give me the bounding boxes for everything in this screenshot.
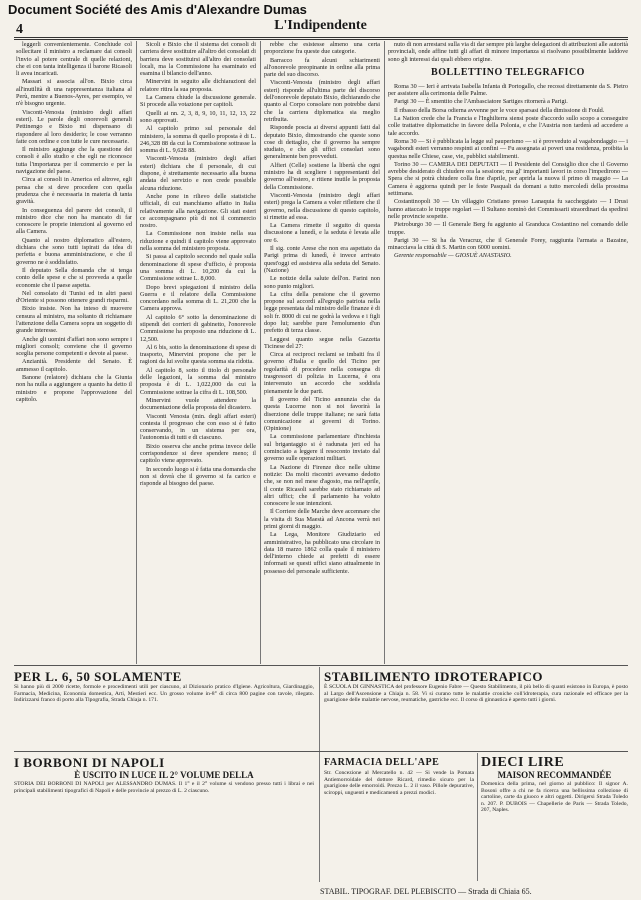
ad-headline: STABILIMENTO IDROTERAPICO <box>324 669 543 684</box>
paragraph: Bixio osserva che anche prima invece delle corrispondenze si deve spendere meno; il capitolo viene approvato. <box>140 442 256 465</box>
ads-mid-rule <box>14 751 628 752</box>
paragraph: Bixio insiste. Non ha inteso di muovere censura al ministro, ma soltanto di richiamare l'attenzione della Camera sopra un soggetto di grande interesse. <box>16 305 132 335</box>
paragraph: Banone (relatore) dichiara che la Giunta non ha nulla a aggiungere a quanto ha detto il ministro e propone l'approvazione del capitolo. <box>16 374 132 403</box>
paragraph: La Nazione di Firenze dice nelle ultime notizie: Da molti riscontri avevamo dedotto che, se non nel mese d'agosto, ma nell'aprile, il conte Ricasoli sarebbe stato richiamato ad altri uffici; che il parlamento ha voluto conoscere le sue intenzioni. <box>264 463 380 508</box>
ad-body: Si hanno più di 2000 ricette, formole e procedimenti utili per ciascuno, al Dizionario pratico d'Igiene. Agricoltura, Giardinaggio, Farmacia, Medicina, Economia domestica, Arti, Mestieri ecc. Un grosso volume in-8° di circa 800 pagine con tavole, rilegato. Indirizzarsi franco di porto alla Tipografia, Strada Chiaja n. 171. <box>14 684 314 704</box>
paragraph: Il ministro aggiunge che la questione dei consoli è allo studio e che egli ne riconosce tutta l'importanza per il commercio e per la navigazione del paese. <box>16 146 132 176</box>
column-divider <box>384 41 385 664</box>
paragraph: Il deputato Sella domanda che si tenga conto delle spese e che si provveda a quelle economie che il paese aspetta. <box>16 266 132 289</box>
paragraph: Al capitolo 8, sotto il titolo di personale delle legazioni, la somma dal ministro proposta è di L. 1,022,000 da cui la Commissione sottrae la cifra di L. 108,500. <box>140 366 256 396</box>
page-number: 4 <box>16 22 23 37</box>
ad-farmacia <box>324 755 474 880</box>
paragraph: Sicoli e Bixio che il sistema dei consoli di carriera deve sostituire all'altro dei consolati di barriera deve sostituirsi all'altro dei consolati locali, ma la Commissione ha esaminato ed esamina il bilancio dell'anno. <box>140 41 256 78</box>
gerente-line: Gerente responsabile — GIOSUÈ ANASTASIO. <box>394 252 512 260</box>
dispatch: Pietroburgo 30 — Il Generale Berg fu aggiunto al Granduca Costantino nel comando delle truppe. <box>388 221 628 236</box>
paragraph: Risponde poscia ai diversi appunti fatti dal deputato Bixio, dimostrando che queste sono cose di dettaglio, che il governo ha sempre studiato, e che gli uffici consolari sono generalmente ben provveduti. <box>264 124 380 161</box>
column-3 <box>264 41 380 664</box>
dispatch: Torino 30 — CAMERA DEI DEPUTATI — Il Presidente del Consiglio dice che il Governo avrebbe desiderato di chiudere ora la sessione; ma gl' importanti lavori in corso l'impedirono — Spera che si potrà chiudere colla fine d'aprile, per aprirla la nuova il primo di maggio — La Camera è aggiorna quindi per le feste Pasquali da domani a tutto mercoledì della prossima settimana. <box>388 160 628 198</box>
column-divider <box>260 41 261 664</box>
ad-idroterapico <box>324 669 628 747</box>
dispatch: Il ribasso della Borsa odierna avvenne per le voce sparsasi della dimissione di Fould. <box>394 106 605 114</box>
paragraph: Al capitolo 6° sotto la denominazione di stipendi dei corrieri di gabinetto, l'onorevole Commissione ha proposto una riduzione di L. 12,500. <box>140 313 256 343</box>
paragraph: Circa ai consoli in America ed altrove, egli pensa che si deve procedere con quella prudenza che è necessaria in materia di tanta gravità. <box>16 176 132 206</box>
paragraph: Visconti-Venosta (ministro degli affari esteri). Le parole degli onorevoli generali Pettinengo e Bixio mi dispensano di rispondere al loro desiderio; le cose verranno fatte con ordine e con tutte le cure necessarie. <box>16 108 132 145</box>
paragraph: leggerli convenientemente. Conchiude col sollecitare il ministro a reclamare dai consoli l'invio al potere centrale di quelle relazioni, che ei con tanta intelligenza il barone Ricasoli li avea incaricati. <box>16 41 132 78</box>
paragraph: Anche pone in rilievo delle statistiche ufficiali, di cui manchiamo affatto in Italia relativamente alla navigazione. Gli stati esteri ce accompagnano più di noi il commercio nostro. <box>140 192 256 230</box>
dispatch: Roma 30 — Si è pubblicata la legge sul pauperismo — si è provveduto al vagabondaggio — i vagabondi esteri verranno respinti ai confini — Fu assegnata ai poveri una residenza, proibita la questua nelle Chiese, case, vie, pubblici stabilimenti. <box>388 137 628 160</box>
paragraph: Il sig. conte Arese che non era aspettato da Parigi prima di lunedì, è invece arrivato quest'oggi ed assisteva alla seduta del Senato. (Nazione) <box>264 245 380 274</box>
ad-subheadline: MAISON RECOMMANDÉE <box>497 770 612 780</box>
paragraph: Visconti-Venosta (ministro degli affari esteri) dichiara che il personale, di cui dispone, è strettamente necessario alla buona andata del servizio e non crede possibile alcuna riduzione. <box>140 155 256 192</box>
paragraph: La Commissione non insiste nella sua riduzione e quindi il capitolo viene approvato nella somma del ministero proposta. <box>140 230 256 253</box>
dispatch: Roma 30 — Ieri è arrivata Isabella Infanta di Portogallo, che recossi direttamente da S. Pietro per assistere alla cerimonia delle Palme. <box>388 82 628 98</box>
paragraph: La Lega, Monitore Giudiziario ed amministrativo, ha pubblicato una circolare in data 18 marzo 1862 colla quale il ministero dell'interno chiede ai prefetti di essere informati se questi uffici siano attualmente in possesso del personale sufficiente. <box>264 531 380 575</box>
paragraph: Visconti-Venosta (ministro degli affari esteri) prega la Camera a voler riflettere che il governo, nella discussione di questo capitolo, si rimette ad essa. <box>264 191 380 221</box>
paragraph: Circa ai reciproci reclami se imbaiti fra il governo d'Italia e quello del Ticino per regolarità di procedere nella consegna di trasgressori di polizia in Lucerna, è ora intervenuto un accordo che soddisfa pienamente le due parti. <box>264 351 380 395</box>
dispatch: Parigi 30 — È smentito che l'Ambasciatore Sartiges ritornerà a Parigi. <box>394 98 568 106</box>
paragraph: rebbe che esistesse almeno una certa proporzione fra queste due categorie. <box>264 41 380 56</box>
paragraph: Barracco fa alcuni schiarimenti all'onorevole preopinante in ordine alla prima parte del suo discorso. <box>264 56 380 79</box>
column-2 <box>140 41 256 664</box>
paragraph: Quanto al nostro diplomatico all'estero, dichiara che sono tutti ispirati da idea di perfetta e buona amministrazione, e che il governo ne è soddisfatto. <box>16 236 132 266</box>
column-1 <box>16 41 132 664</box>
paragraph: Visconti-Venosta (ministro degli affari esteri) risponde all'ultima parte del discorso dell'onorevole deputato Bixio, dichiarando che quanto al Corpo consolare non potrebbe darsi che la carriera diplomatica sia meglio retribuita. <box>264 79 380 123</box>
ad-subheadline: È USCITO IN LUCE IL 2° VOLUME DELLA <box>74 770 254 780</box>
paragraph: Al 6 bis, sotto la denominazione di spese di trasporto, Minervini propone che per le ragioni da lui svolte questa somma sia ridotta. <box>140 343 256 366</box>
column-4 <box>388 41 628 664</box>
paragraph: Minervini vuole attendere la documentazione della proposta del dicastero. <box>140 396 256 412</box>
paragraph: Visconti Venosta (min. degli affari esteri) contesta il progresso che con esso si è fatto conservando, in un sistema per ora, l'autonomia di tutti e di ciascuno. <box>140 412 256 442</box>
ads-divider <box>477 753 478 881</box>
ad-body: STORIA DEI BORBONI DI NAPOLI per ALESSANDRO DUMAS. Il 1° e il 2° volume si vendono presso tutti i librai e nei principali stabilimenti tipografici di Napoli e delle provincie al prezzo di L. 2 ciascuno. <box>14 781 314 794</box>
paragraph: La Camera chiude la discussione generale. Si procede alla votazione per capitoli. <box>140 94 256 109</box>
paragraph: Le notizie della salute dell'on. Farini non sono punto migliori. <box>264 275 380 290</box>
ad-body: Domenica della prima, nel giorno al pubblico: Il signor A. Bosoni offre a chi ne fa ricerca una bellissima collezione di cartoline, carte da giuoco e altri oggetti. Dirigersi Strada Toledo n. 207. P. DUBOIS — Chapellerie de Paris — Strada Toledo, 207, Naples. <box>481 781 628 814</box>
paragraph: nuto di non arrestarsi sulla via di dar sempre più larghe delegazioni di attribuzioni alle autorità provinciali, onde affine tutti gli affari di minore importanza si risolvano possibilmente laddove sono gli interessi dai quali ebbero origine. <box>388 41 628 63</box>
paragraph: Anzianità. Presidente del Senato. È ammesso il capitolo. <box>16 358 132 373</box>
paragraph: La cifra della pensione che il governo propone sul accordi all'egregio patriota nella legge presentata dal ministro delle finanze è di soli fr. 8000 di cui ne godrà la vedova e i figli dopo lui; sarebbe pure l'emolumento d'un prefetto di terza classe. <box>264 290 380 335</box>
ad-body: Str. Concezione al Mercatello n. 42 — Si vende la Pomata Antiemorroidale del dottore Ricard, rimedio sicuro per la guarigione delle emorroidi. Prezzo L. 2 il vaso. Pillole depurative, sciroppi, unguenti e medicamenti a prezzi modici. <box>324 770 474 796</box>
paragraph: Leggesi quanto segue nella Gazzetta Ticinese del 27: <box>264 335 380 350</box>
paragraph: Minervini in seguito alle dichiarazioni del relatore ritira la sua proposta. <box>140 78 256 93</box>
paragraph: Quelli ai nn. 2, 3, 8, 9, 10, 11, 12, 13, 22 sono approvati. <box>140 109 256 124</box>
paragraph: Nel consolato di Tunisi ed in altri paesi d'Oriente si possono ottenere grandi risparmi. <box>16 289 132 305</box>
paragraph: In conseguenza del parere dei consoli, il ministro dice che non ha mancato di far conoscere le proprie intenzioni al governo ed alla Camera. <box>16 206 132 236</box>
masthead-rule-double <box>14 39 628 40</box>
paragraph: Il governo del Ticino annunzia che da questa Lucerne non si noi favorirà la diserzione delle truppe italiane; ne sarà fatta comunicazione ai governi di Torino. (Opinione) <box>264 395 380 433</box>
dispatch: La Nation crede che la Francia e l'Inghilterra siensi poste d'accordo sullo scopo a conseguire colle trattative diplomatiche in favore della Polonia, e che l'Austria non tarderà ad accedere a tale accordo. <box>388 115 628 137</box>
ad-dieci-lire <box>481 755 628 880</box>
dispatch: Costantinopoli 30 — Un villaggio Cristiano presso Lanaquia fu saccheggiato — I Drusi hanno attaccato le truppe regolari — Il Sultano nominò dei Commissarii straordinari da spedirsi nelle provincie sospette. <box>388 198 628 220</box>
dispatch: Parigi 30 — Si ha da Veracruz, che il Generale Forey, raggiunta l'armata a Bazaine, minacciava la città di S. Martin con 6000 uomini. <box>388 236 628 252</box>
paragraph: Si passa al capitolo secondo nel quale sulla denominazione di spese d'ufficio, è proposta una somma di L. 10,200 da cui la Commissione sottrae L. 8,000. <box>140 253 256 283</box>
paragraph: Anche gli uomini d'affari non sono sempre i migliori consoli; conviene che il governo sceglia persone competenti e devote al paese. <box>16 335 132 358</box>
ad-body: È SCUOLA DI GINNASTICA del professore Eugenio Fabre — Questo Stabilimento, il più bello di quanti esistono in Europa, è posto al Largo dell'Ascensione a Chiaja n. 58. Vi si curano tutte le malattie croniche coll'idroterapia, cura razionale ed efficace per la guarigione delle malattie nervose, reumatiche, gastriche ecc. Il corso di ginnastica è aperto tutti i giorni. <box>324 684 628 704</box>
imprint-line: STABIL. TIPOGRAF. DEL PLEBISCITO — Strada di Chiaia 65. <box>320 887 532 896</box>
paragraph: In secondo luogo si è fatta una domanda che non si dovrà che il governo si fa carico e risponde al bisogno del paese. <box>140 465 256 488</box>
paragraph: La commissione parlamentare d'inchiesta sul brigantaggio si è radunata jeri ed ha cominciato a leggere il resoconto inviato dal governo sulle operazioni militari. <box>264 433 380 463</box>
paragraph: La Camera rimette il seguito di questa discussione a lunedì, e la seduta è levata alle ore 6. <box>264 222 380 244</box>
ad-dizionario <box>14 669 314 747</box>
masthead-title: L'Indipendente <box>274 18 367 33</box>
ads-divider <box>319 667 320 882</box>
ads-top-rule <box>14 665 628 666</box>
ad-headline: PER L. 6, 50 SOLAMENTE <box>14 669 182 684</box>
ad-borboni <box>14 755 314 885</box>
paragraph: Alfieri (Celle) sostiene la libertà che ogni ministro ha di scegliere i rappresentanti del governo all'estero, e ritiene inutile la proposta della Commissione. <box>264 161 380 191</box>
telegraph-title: BOLLETTINO TELEGRAFICO <box>431 66 585 78</box>
paragraph: Al capitolo primo sul personale del ministero, la somma di quello proposta è di L. 246,328 88 da cui la Commissione sottrasse la somma di L. 9,628 88. <box>140 125 256 155</box>
paragraph: Massari si associa all'on. Bixio circa all'inutilità di una rappresentanza italiana al Perù, mentre a Buenos-Ayres, per esempio, ve n'è bisogno urgente. <box>16 78 132 108</box>
advertisements <box>14 665 628 890</box>
column-divider <box>136 41 137 664</box>
paragraph: Il Corriere delle Marche deve accennare che la visita di Sua Maestà ad Ancona verrà nei primi giorni di maggio. <box>264 508 380 530</box>
ad-headline: FARMACIA DELL'APE <box>324 757 440 768</box>
masthead-rule <box>14 37 628 38</box>
ad-headline: DIECI LIRE <box>481 755 565 770</box>
paragraph: Dopo brevi spiegazioni il ministro della Guerra e il relatore della Commissione concordano nella somma di L. 21,200 che la Camera approva. <box>140 283 256 313</box>
ad-headline: I BORBONI DI NAPOLI <box>14 755 165 770</box>
watermark-text: Document Société des Amis d'Alexandre Dumas <box>8 2 307 17</box>
